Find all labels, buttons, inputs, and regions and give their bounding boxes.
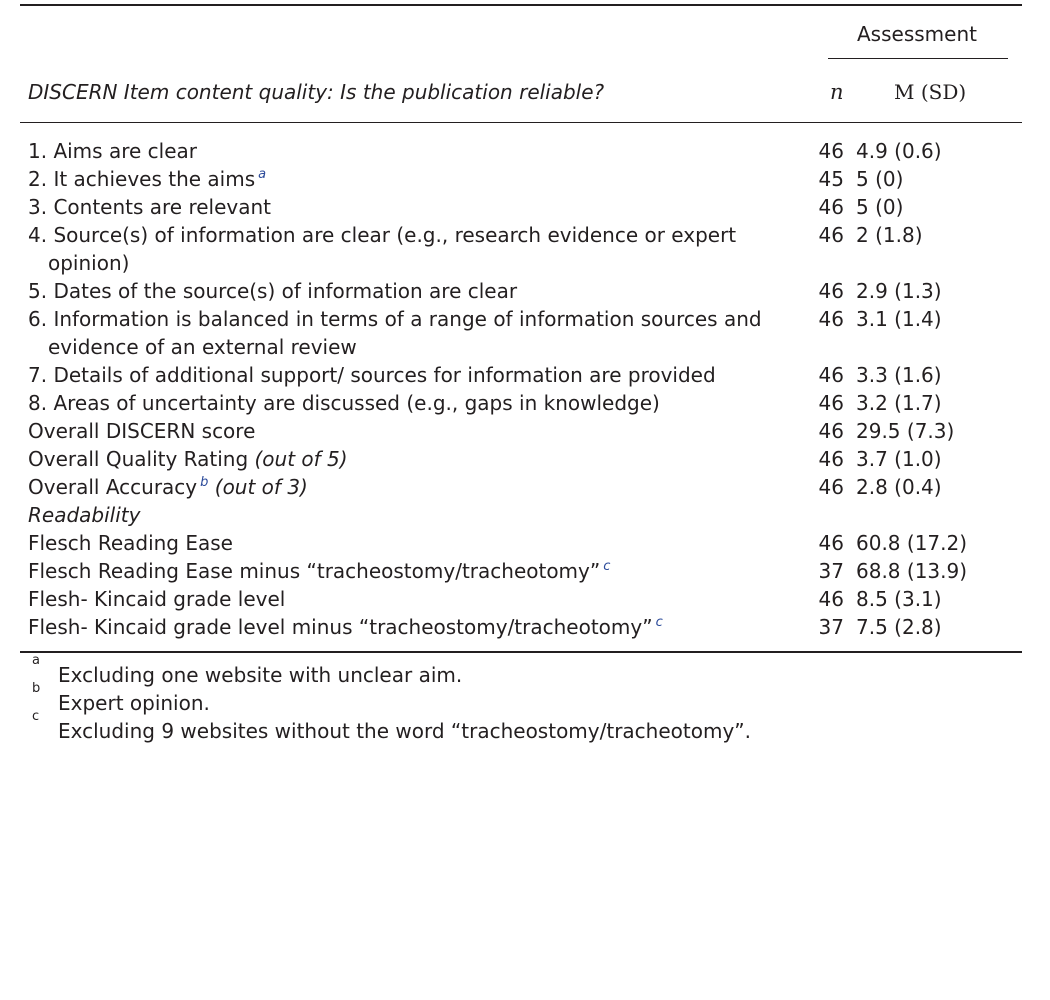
msd-cell: 4.9 (0.6)	[856, 139, 942, 163]
row-label: 6. Information is balanced in terms of a range of information sources and evidence of an external review	[28, 307, 762, 359]
footnote-mark: a	[32, 653, 40, 668]
msd-cell: 60.8 (17.2)	[856, 531, 968, 555]
row-label-cell	[20, 417, 796, 445]
n-cell: 46	[818, 363, 844, 387]
n-cell: 37	[818, 559, 844, 583]
row-label-cell	[20, 305, 796, 361]
row-label: Readability	[28, 503, 141, 527]
row-label-cell	[20, 137, 796, 165]
n-cell: 37	[818, 615, 844, 639]
row-label-suffix: (out of 3)	[214, 475, 308, 499]
n-cell: 46	[818, 531, 844, 555]
table-row	[20, 221, 1022, 277]
n-cell: 46	[818, 391, 844, 415]
n-cell: 46	[818, 307, 844, 331]
row-label: Flesh- Kincaid grade level minus “tracheostomy/tracheotomy”	[28, 615, 653, 639]
discern-table	[20, 4, 1022, 745]
row-label: Flesch Reading Ease	[28, 531, 233, 555]
row-label-cell	[20, 193, 796, 221]
msd-cell: 3.7 (1.0)	[856, 447, 942, 471]
row-label-suffix: (out of 5)	[254, 447, 348, 471]
table-row	[20, 277, 1022, 305]
table-row	[20, 529, 1022, 557]
msd-cell: 68.8 (13.9)	[856, 559, 968, 583]
row-label-cell	[20, 501, 796, 529]
n-cell: 46	[818, 279, 844, 303]
n-cell	[796, 501, 856, 529]
footnote	[20, 653, 1022, 689]
n-cell: 46	[818, 475, 844, 499]
footnote-mark: c	[32, 709, 40, 724]
n-column-header: n	[830, 80, 844, 104]
table-row	[20, 305, 1022, 361]
n-cell: 46	[818, 195, 844, 219]
msd-cell: 2 (1.8)	[856, 223, 923, 247]
table-row	[20, 613, 1022, 641]
n-cell: 46	[818, 139, 844, 163]
assessment-header: Assessment	[857, 22, 977, 46]
row-label-cell	[20, 445, 796, 473]
table-row	[20, 585, 1022, 613]
msd-cell: 5 (0)	[856, 167, 904, 191]
row-label-cell	[20, 557, 796, 585]
table-row	[20, 361, 1022, 389]
table-row	[20, 501, 1022, 529]
msd-cell: 3.3 (1.6)	[856, 363, 942, 387]
table-row	[20, 389, 1022, 417]
table-row	[20, 557, 1022, 585]
footnote-text: Excluding 9 websites without the word “tracheostomy/tracheotomy”.	[58, 719, 752, 743]
n-cell: 46	[818, 419, 844, 443]
row-label-cell	[20, 529, 796, 557]
n-cell: 46	[818, 223, 844, 247]
row-label: 8. Areas of uncertainty are discussed (e.g., gaps in knowledge)	[28, 391, 660, 415]
row-label-cell	[20, 277, 796, 305]
table-row	[20, 165, 1022, 193]
msd-cell	[856, 501, 982, 529]
table-body	[20, 123, 1022, 641]
n-cell: 46	[818, 447, 844, 471]
msd-cell: 3.2 (1.7)	[856, 391, 942, 415]
footnote-text: Excluding one website with unclear aim.	[58, 663, 463, 687]
row-label: Overall Quality Rating	[28, 447, 249, 471]
footnote-text: Expert opinion.	[58, 691, 210, 715]
table-column-title: DISCERN Item content quality: Is the publication reliable?	[28, 80, 605, 104]
row-label: Overall Accuracy	[28, 475, 198, 499]
n-cell: 45	[818, 167, 844, 191]
footnote	[20, 681, 1022, 717]
row-label-cell	[20, 585, 796, 613]
msd-cell: 2.9 (1.3)	[856, 279, 942, 303]
footnote	[20, 709, 1022, 745]
msd-cell: 5 (0)	[856, 195, 904, 219]
table-row	[20, 445, 1022, 473]
row-label: Flesch Reading Ease minus “tracheostomy/tracheotomy”	[28, 559, 601, 583]
footnote-marker: b	[200, 475, 209, 491]
footnote-marker: a	[258, 167, 267, 183]
msd-cell: 29.5 (7.3)	[856, 419, 955, 443]
row-label: 5. Dates of the source(s) of information are clear	[28, 279, 518, 303]
footnote-marker: c	[655, 615, 663, 631]
msd-cell: 2.8 (0.4)	[856, 475, 942, 499]
row-label: Flesh- Kincaid grade level	[28, 587, 286, 611]
msd-column-header: M (SD)	[894, 80, 967, 104]
row-label: 1. Aims are clear	[28, 139, 197, 163]
table-row	[20, 137, 1022, 165]
msd-cell: 7.5 (2.8)	[856, 615, 942, 639]
table-row	[20, 417, 1022, 445]
row-label-cell	[20, 361, 796, 389]
row-label-cell	[20, 473, 796, 501]
row-label-cell	[20, 165, 796, 193]
row-label-cell	[20, 389, 796, 417]
table-row	[20, 473, 1022, 501]
table-header	[20, 6, 1022, 110]
table-row	[20, 193, 1022, 221]
row-label: 3. Contents are relevant	[28, 195, 272, 219]
footnotes	[20, 653, 1022, 745]
n-cell: 46	[818, 587, 844, 611]
footnote-marker: c	[603, 559, 611, 575]
msd-cell: 8.5 (3.1)	[856, 587, 942, 611]
row-label: 4. Source(s) of information are clear (e.g., research evidence or expert opinion)	[28, 223, 737, 275]
msd-cell: 3.1 (1.4)	[856, 307, 942, 331]
row-label-cell	[20, 613, 796, 641]
row-label: 2. It achieves the aims	[28, 167, 256, 191]
row-label-cell	[20, 221, 796, 277]
assessment-underline	[828, 58, 1008, 59]
footnote-mark: b	[32, 681, 41, 696]
row-label: Overall DISCERN score	[28, 419, 256, 443]
row-label: 7. Details of additional support/ sources for information are provided	[28, 363, 716, 387]
